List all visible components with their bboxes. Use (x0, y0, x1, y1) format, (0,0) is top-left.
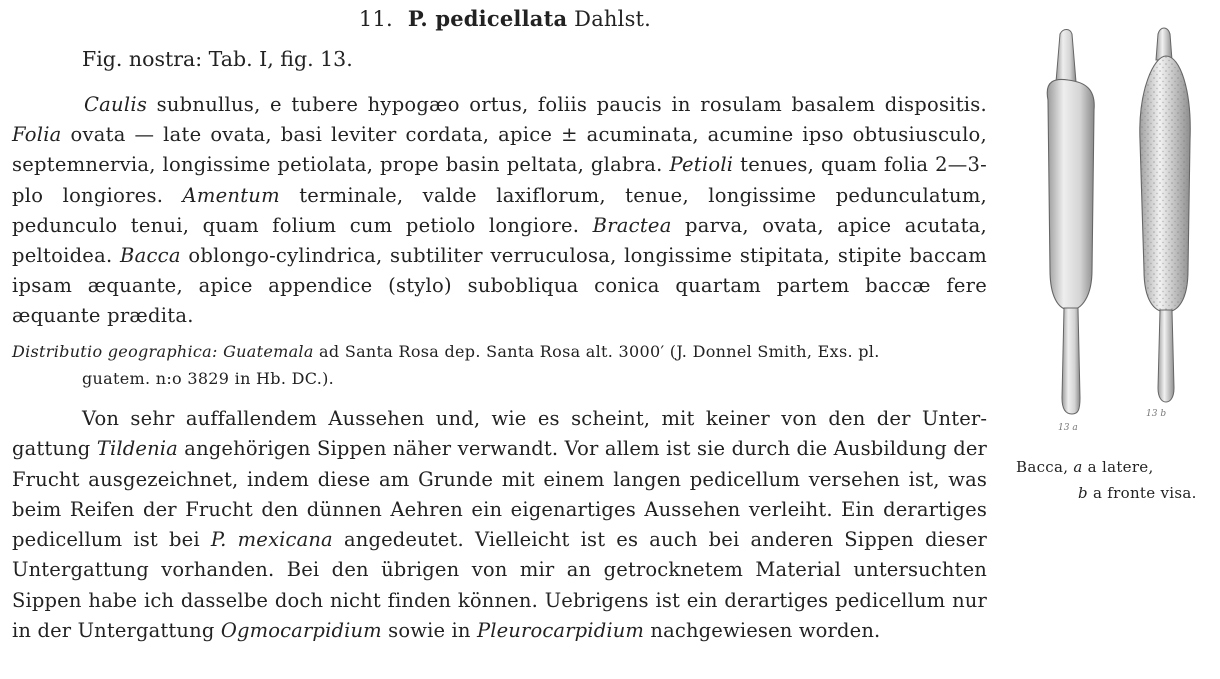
term-bractea: Bractea (592, 213, 672, 237)
term-amentum: Amentum (182, 183, 280, 207)
term-tildenia: Tildenia (96, 437, 178, 461)
term-ogmocarpidium: Ogmocarpidium (220, 619, 382, 643)
distribution (12, 338, 987, 392)
german-text: nachgewiesen worden. (644, 619, 881, 643)
latin-text: tenues, quam folia 2—3-plo longiores. (12, 153, 987, 207)
berry-a-side-view (1047, 30, 1094, 434)
berry-b-label: 13 b (1146, 409, 1167, 419)
latin-text: oblongo-cylindrica, subtiliter verruculosa, longissime stipitata, stipite baccam ipsam æquante, apice appendice (stylo) subobliqua conica quartam partem baccæ fere æquante prædita. (12, 244, 987, 328)
term-pleurocarpidium: Pleurocarpidium (476, 619, 645, 643)
latin-text: terminale, valde laxiflorum, tenue, longissime pedunculatum, pedunculo tenui, quam folium cum petiolo longiore. (12, 183, 988, 237)
berry-a-label: 13 a (1058, 423, 1078, 433)
caption-text: a latere, (1082, 458, 1154, 476)
berry-illustration (1020, 20, 1220, 440)
term-folia: Folia (12, 123, 62, 147)
latin-text: parva, ovata, apice acutata, peltoidea. (12, 213, 987, 268)
species-author: Dahlst. (574, 7, 652, 31)
species-name: P. pedicellata (407, 6, 568, 31)
distribution-label: Distributio geographica: Guatemala (12, 342, 314, 361)
term-caulis: Caulis (84, 93, 148, 116)
species-number: 11. (358, 7, 393, 31)
species-heading (0, 6, 1010, 31)
distribution-line-1: ad Santa Rosa dep. Santa Rosa alt. 3000′ (J. Donnel Smith, Exs. pl. (313, 342, 880, 361)
figure-reference: Fig. nostra: Tab. I, fig. 13. (82, 47, 353, 71)
latin-text: subnullus, e tubere hypogæo ortus, foliis paucis in rosulam basalem dispositis. (147, 93, 987, 116)
figure-caption (1016, 454, 1216, 506)
caption-line-1 (1016, 454, 1216, 480)
german-text: sowie in (381, 619, 477, 643)
caption-line-2 (1016, 480, 1216, 506)
term-p-mexicana: P. mexicana (210, 528, 333, 552)
caption-text: Bacca, (1016, 458, 1074, 476)
german-text: angehörigen Sippen näher verwandt. Vor allem ist sie durch die Ausbildung der Frucht ausgezeichnet, indem diese am Grunde mit einem langen pedicellum versehen ist, was beim Reifen der Frucht den dünnen Aehren ein eigenartiges Aussehen verleiht. Ein derartiges pedicellum ist bei (12, 437, 987, 552)
latin-description (12, 90, 987, 332)
german-discussion (12, 404, 987, 646)
caption-text: a fronte visa. (1087, 484, 1197, 502)
berry-b-front-view (1140, 28, 1190, 419)
latin-text: ovata — late ovata, basi leviter cordata, apice ± acuminata, acumine ipso obtusiusculo, septemnervia, longissime petiolata, prope basin peltata, glabra. (12, 123, 987, 177)
german-text: angedeutet. Vielleicht ist es auch bei anderen Sippen dieser Untergattung vorhanden. Bei den übrigen von mir an getrocknetem Material untersuchten Sippen habe ich dasselbe doch nicht finden können. Uebrigens ist ein derartiges pedicellum nur in der Untergattung (12, 528, 988, 643)
distribution-line-2: guatem. n:o 3829 in Hb. DC.). (82, 369, 335, 388)
term-petioli: Petioli (669, 153, 734, 177)
german-text: Von sehr auffallendem Aussehen und, wie es scheint, mit keiner von den der Untergattung (12, 407, 987, 461)
term-bacca: Bacca (120, 244, 181, 268)
caption-letter-a: a (1073, 458, 1083, 476)
caption-letter-b: b (1078, 484, 1088, 502)
